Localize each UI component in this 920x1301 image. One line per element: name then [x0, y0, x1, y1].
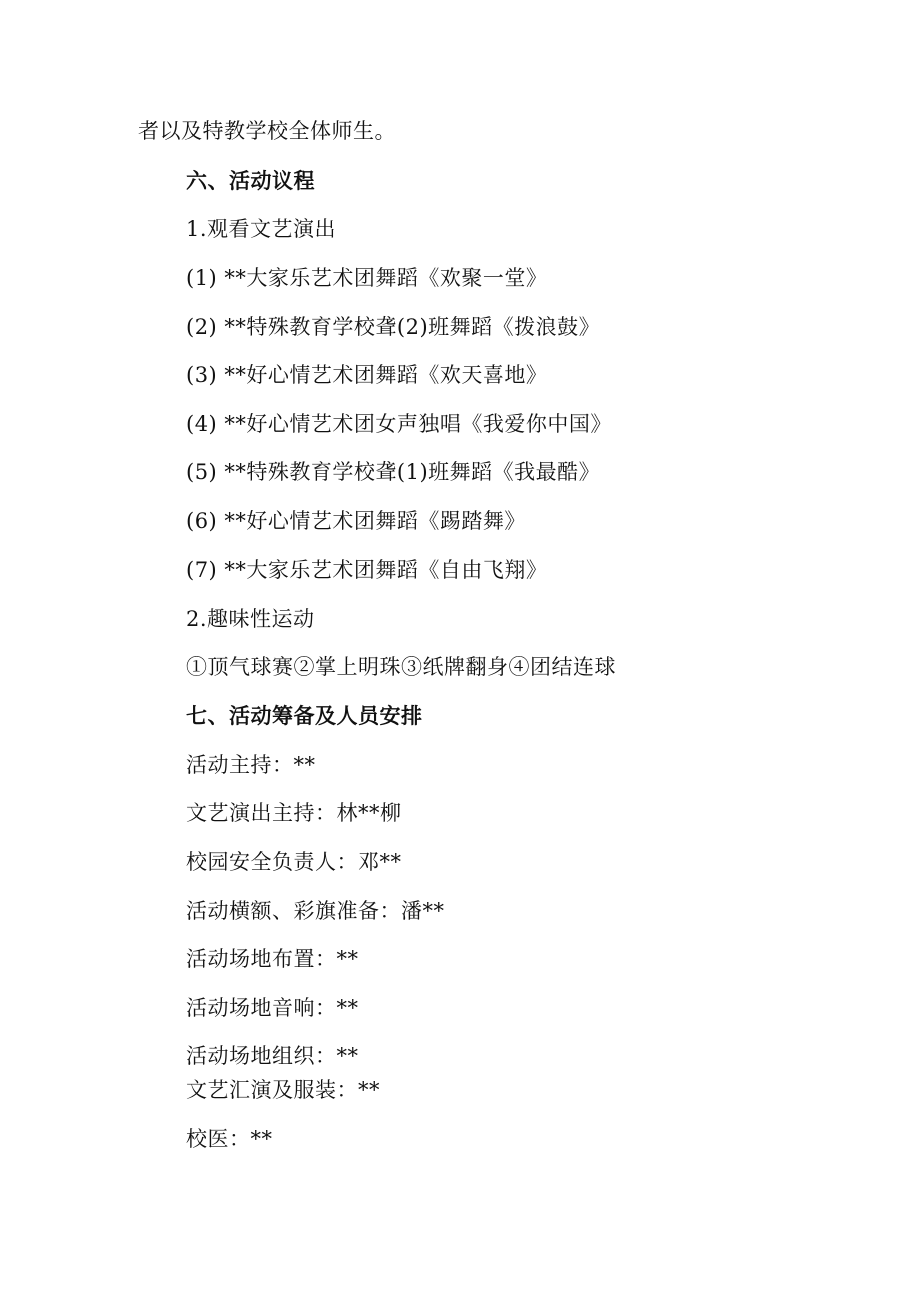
staff-item: 校园安全负责人：邓** — [186, 850, 402, 874]
section6-sub1: 1.观看文艺演出 — [186, 217, 337, 241]
performance-item: (2) **特殊教育学校聋(2)班舞蹈《拨浪鼓》 — [186, 315, 601, 339]
staff-item: 活动场地音响：** — [186, 996, 359, 1020]
games-list: ①顶气球赛②掌上明珠③纸牌翻身④团结连球 — [186, 655, 616, 679]
performance-item: (6) **好心情艺术团舞蹈《踢踏舞》 — [186, 509, 526, 533]
staff-item: 活动场地布置：** — [186, 947, 359, 971]
section7-heading: 七、活动筹备及人员安排 — [186, 704, 423, 728]
section6-sub2: 2.趣味性运动 — [186, 607, 315, 631]
staff-item: 活动横额、彩旗准备：潘** — [186, 899, 445, 923]
staff-item: 文艺汇演及服装：** — [186, 1078, 380, 1102]
performance-item: (5) **特殊教育学校聋(1)班舞蹈《我最酷》 — [186, 460, 601, 484]
intro-tail-text: 者以及特教学校全体师生。 — [138, 119, 396, 143]
staff-item: 文艺演出主持：林**柳 — [186, 801, 402, 825]
staff-item: 活动主持：** — [186, 753, 316, 777]
performance-item: (7) **大家乐艺术团舞蹈《自由飞翔》 — [186, 558, 548, 582]
section6-heading: 六、活动议程 — [186, 169, 315, 193]
performance-item: (3) **好心情艺术团舞蹈《欢天喜地》 — [186, 363, 548, 387]
staff-item: 校医：** — [186, 1127, 273, 1151]
performance-item: (1) **大家乐艺术团舞蹈《欢聚一堂》 — [186, 266, 548, 290]
performance-item: (4) **好心情艺术团女声独唱《我爱你中国》 — [186, 412, 612, 436]
staff-item: 活动场地组织：** — [186, 1044, 359, 1068]
